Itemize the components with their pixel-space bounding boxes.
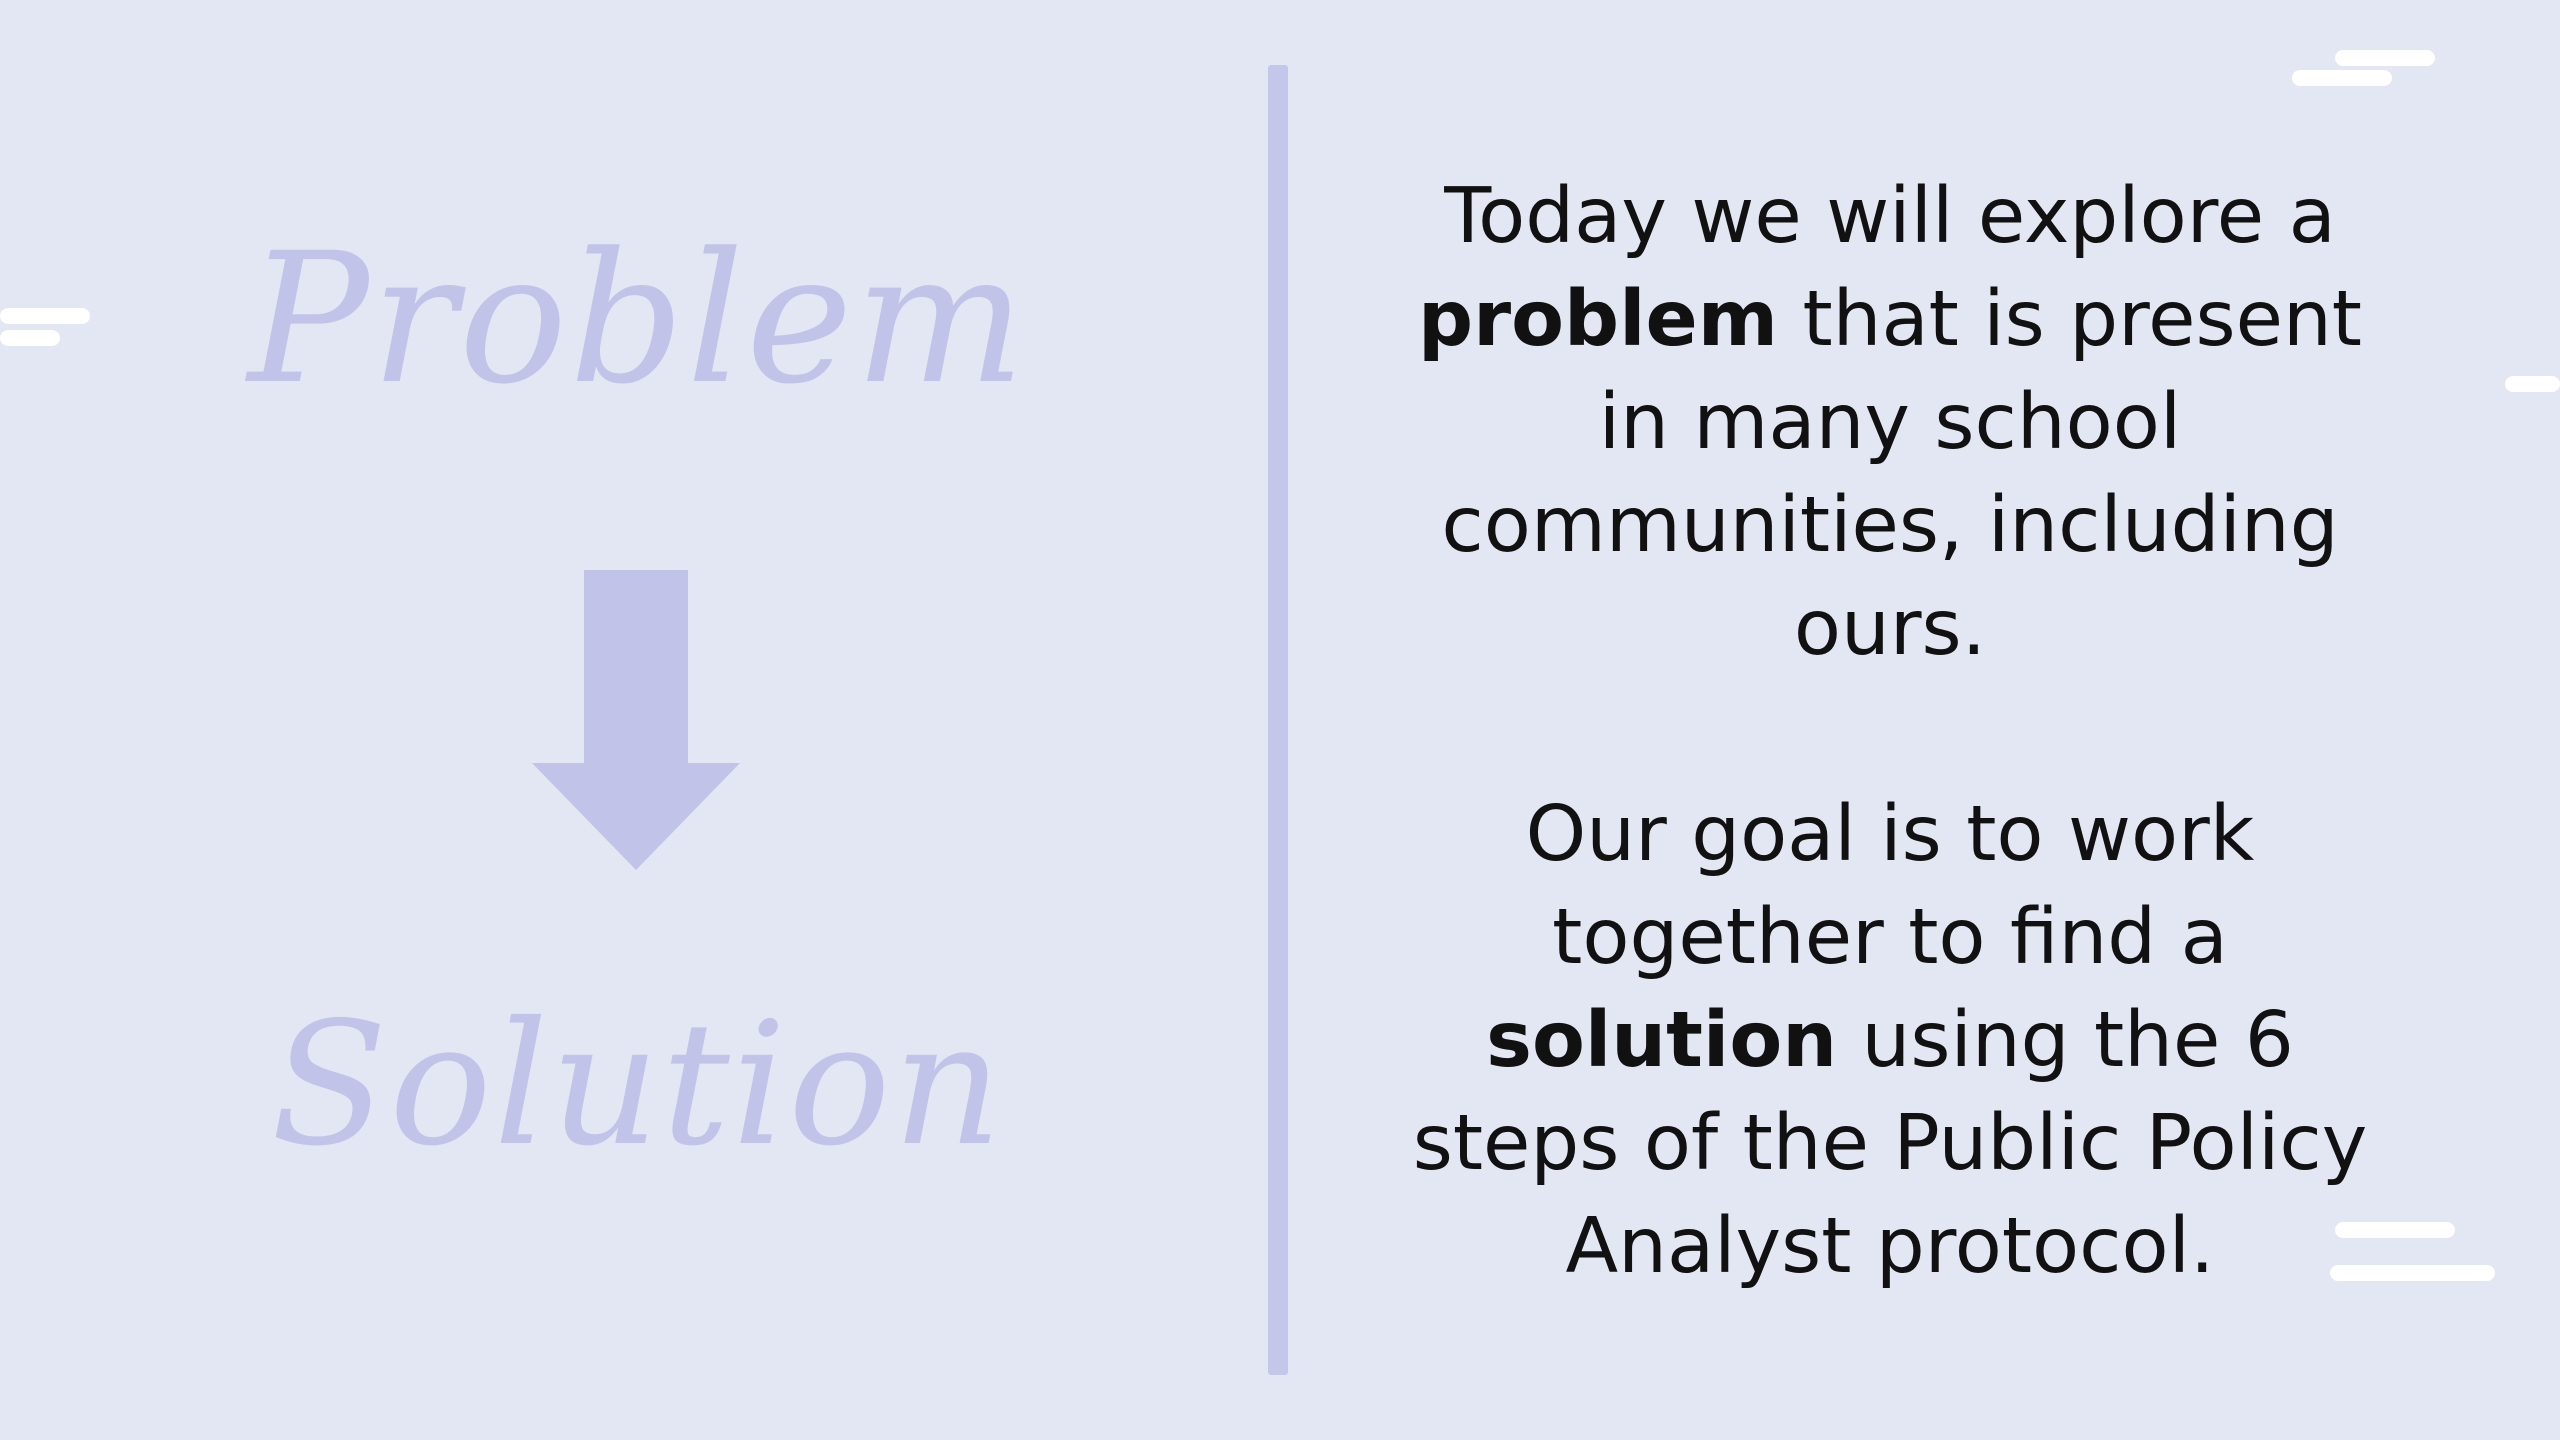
problem-heading: Problem xyxy=(247,215,1028,424)
decorative-streak xyxy=(2335,50,2435,66)
goal-text-after: using the 6 steps of the Public Policy Analyst protocol. xyxy=(1412,996,2368,1291)
vertical-divider xyxy=(1268,65,1288,1375)
intro-text-block xyxy=(1385,165,2395,1298)
goal-text-before: Our goal is to work together to find a xyxy=(1525,790,2255,982)
down-arrow-icon xyxy=(532,570,740,870)
goal-bold-solution: solution xyxy=(1486,996,1838,1085)
solution-heading: Solution xyxy=(270,986,1005,1184)
paragraph-gap xyxy=(1385,680,2395,783)
intro-text-before: Today we will explore a xyxy=(1444,172,2336,261)
goal-paragraph xyxy=(1385,783,2395,1298)
intro-paragraph xyxy=(1385,165,2395,680)
decorative-streak xyxy=(2292,70,2392,86)
decorative-streak xyxy=(2505,376,2560,392)
intro-bold-problem: problem xyxy=(1418,275,1778,364)
intro-text-after: that is present in many school communities, including ours. xyxy=(1441,275,2362,673)
